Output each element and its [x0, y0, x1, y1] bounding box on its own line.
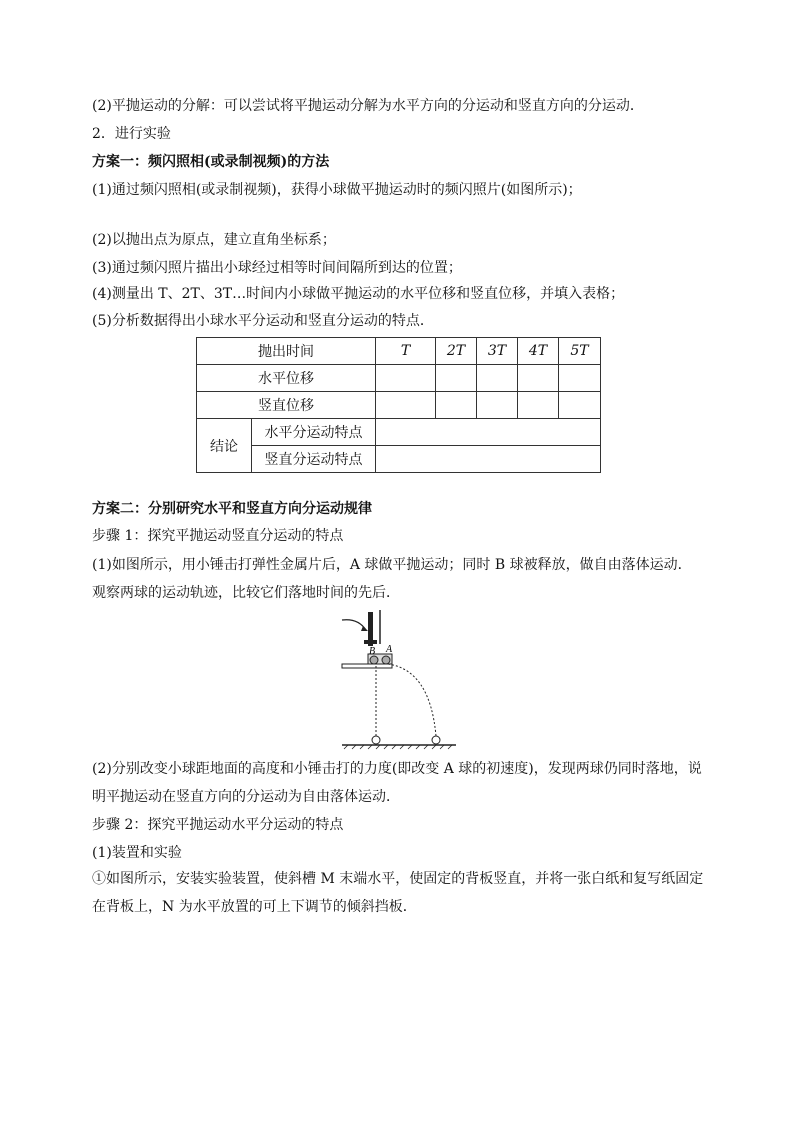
plan-one-heading: 方案一：频闪照相(或录制视频)的方法 [92, 154, 330, 170]
text-line-11: (1)如图所示，用小锤击打弹性金属片后，A 球做平抛运动；同时 B 球被释放，做自由落体运动．观察两球的运动轨迹，比较它们落地时间的先后． [92, 557, 692, 601]
text-line-6: (3)通过频闪照片描出小球经过相等时间间隔所到达的位置； [92, 260, 462, 276]
experiment-figure [338, 610, 458, 752]
plan-two-heading: 方案二：分别研究水平和竖直方向分运动规律 [92, 501, 372, 517]
section-heading-experiment: 2．进行实验 [92, 126, 171, 142]
table-header-cell: T [376, 338, 436, 365]
conclusion-label: 结论 [197, 419, 252, 473]
data-table [196, 337, 601, 473]
platform [342, 664, 392, 668]
table-row [197, 338, 601, 365]
text-line-7: (4)测量出 T、2T、3T…时间内小球做平抛运动的水平位移和竖直位移，并填入表格； [92, 286, 625, 302]
table-header-cell: 4T [518, 338, 559, 365]
row-label: 竖直位移 [197, 392, 376, 419]
table-row [197, 419, 601, 446]
ball-a-ground [432, 736, 440, 744]
ball-b-ground [372, 736, 380, 744]
table-header-cell: 2T [436, 338, 477, 365]
text-line-14: (1)装置和实验 [92, 845, 182, 861]
step-one-heading: 步骤 1：探究平抛运动竖直分运动的特点 [92, 528, 344, 544]
table-cell [436, 365, 477, 392]
label-a: A [386, 644, 393, 655]
text-line-5: (2)以抛出点为原点，建立直角坐标系； [92, 232, 336, 248]
table-cell [376, 446, 601, 473]
text-line-1: (2)平抛运动的分解：可以尝试将平抛运动分解为水平方向的分运动和竖直方向的分运动． [92, 98, 644, 114]
ball-b [370, 656, 378, 664]
table-header-cell: 5T [559, 338, 601, 365]
table-cell [436, 392, 477, 419]
table-cell [559, 392, 601, 419]
text-line-4: (1)通过频闪照相(或录制视频)，获得小球做平抛运动时的频闪照片(如图所示)； [92, 182, 582, 198]
row-label: 水平位移 [197, 365, 376, 392]
table-cell [477, 365, 518, 392]
label-b: B [369, 646, 376, 657]
row-label: 竖直分运动特点 [252, 446, 376, 473]
table-cell [518, 392, 559, 419]
projectile-path [388, 664, 436, 736]
table-cell [518, 365, 559, 392]
text-line-15: ①如图所示，安装实验装置，使斜槽 M 末端水平，使固定的背板竖直，并将一张白纸和复写纸固定在背板上，N 为水平放置的可上下调节的倾斜挡板． [92, 871, 704, 915]
table-cell [477, 392, 518, 419]
text-line-12: (2)分别改变小球距地面的高度和小锤击打的力度(即改变 A 球的初速度)，发现两球仍同时落地，说明平抛运动在竖直方向的分运动为自由落体运动． [92, 761, 702, 805]
table-row [197, 392, 601, 419]
table-cell [559, 365, 601, 392]
step-two-heading: 步骤 2：探究平抛运动水平分运动的特点 [92, 817, 344, 833]
table-cell [376, 365, 436, 392]
row-label: 水平分运动特点 [252, 419, 376, 446]
table-row [197, 365, 601, 392]
arrow-head [361, 626, 368, 631]
hammer-head [364, 640, 377, 644]
text-line-8: (5)分析数据得出小球水平分运动和竖直分运动的特点． [92, 313, 434, 329]
table-cell [376, 419, 601, 446]
ball-a [382, 656, 390, 664]
table-header-cell: 抛出时间 [197, 338, 376, 365]
table-row [197, 446, 601, 473]
table-cell [376, 392, 436, 419]
table-header-cell: 3T [477, 338, 518, 365]
